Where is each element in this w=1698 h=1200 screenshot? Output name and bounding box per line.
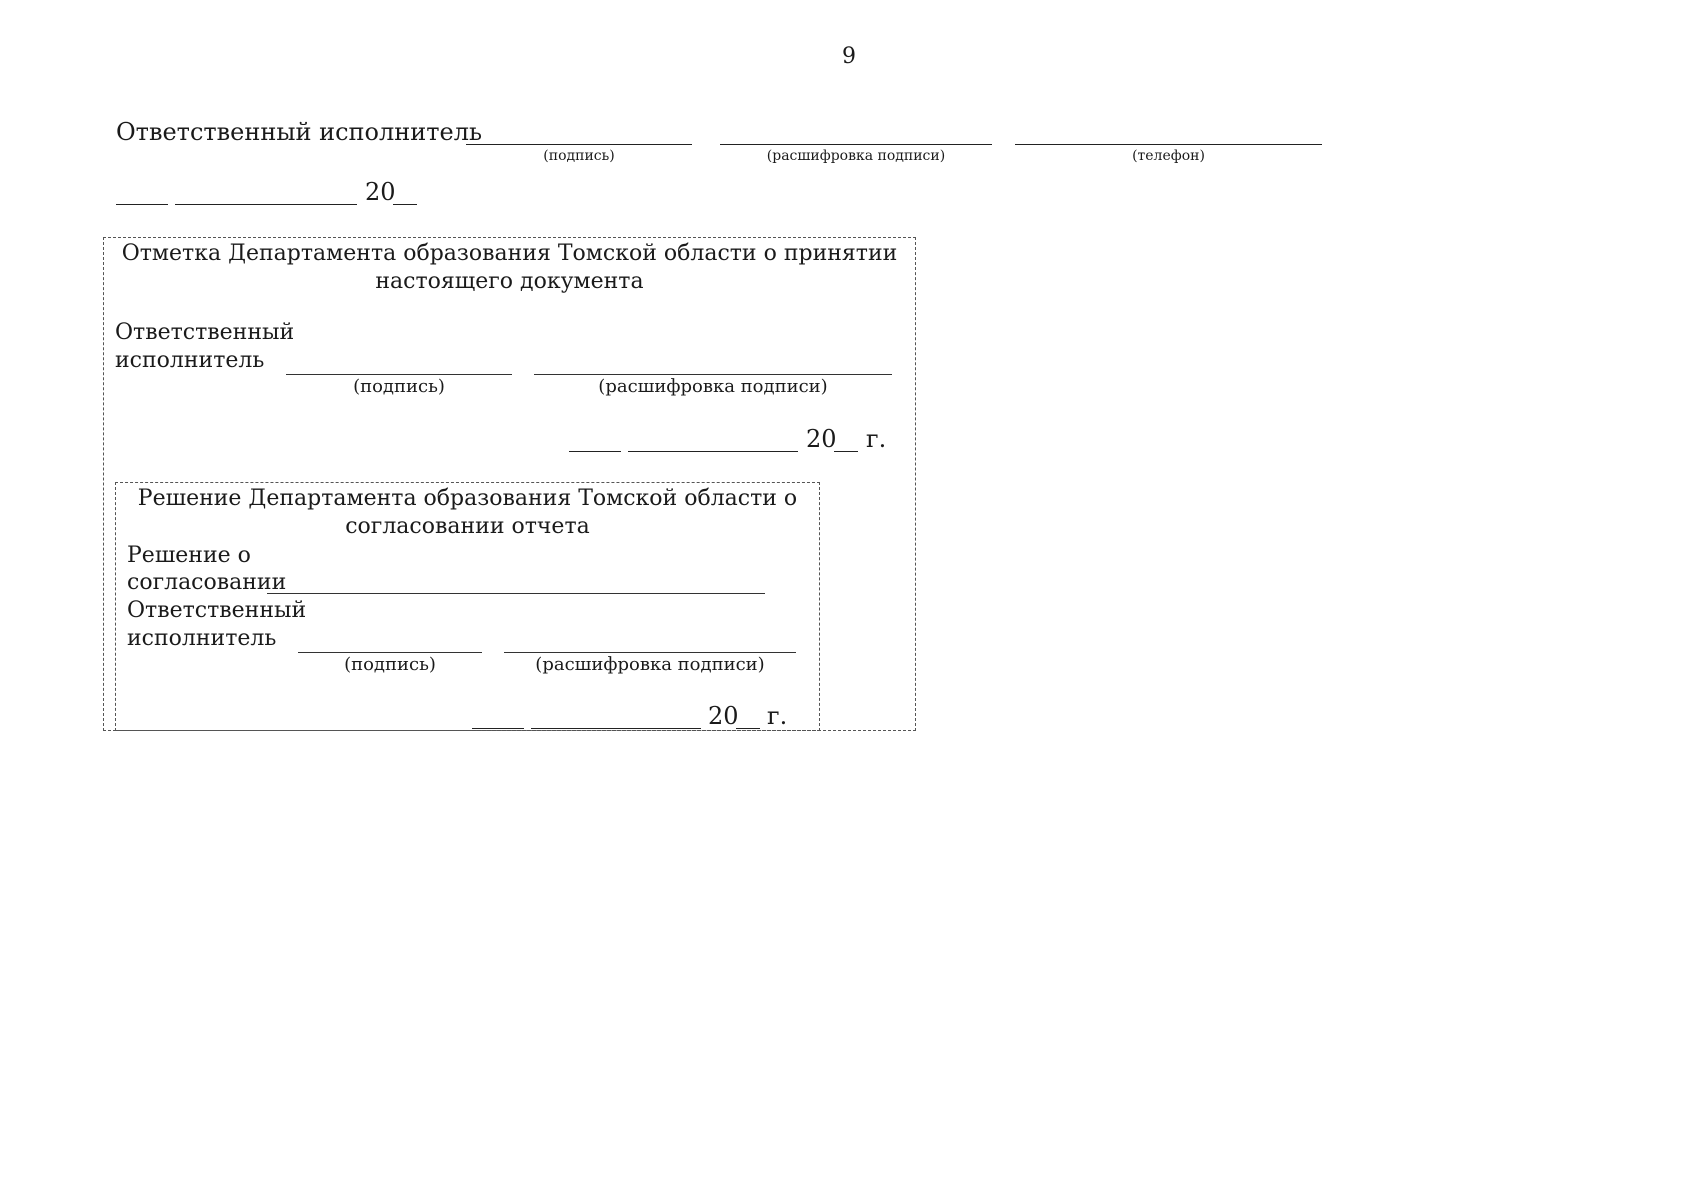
phone-line[interactable] — [1015, 144, 1322, 145]
date-year-line[interactable] — [393, 204, 417, 205]
decision-title-line2: согласовании отчета — [345, 514, 590, 539]
decision-date-year: 20 — [708, 702, 739, 730]
acceptance-title-line1: Отметка Департамента образования Томской области о принятии — [121, 241, 898, 266]
date-day-line[interactable] — [116, 204, 168, 205]
signature-line[interactable] — [466, 144, 692, 145]
acceptance-signature-caption: (подпись) — [353, 376, 445, 397]
decoding-caption: (расшифровка подписи) — [766, 148, 946, 164]
acceptance-date-year: 20 — [806, 425, 837, 453]
decision-decoding-line[interactable] — [504, 652, 796, 653]
acceptance-date-suffix: г. — [866, 425, 887, 453]
decision-signature-caption: (подпись) — [344, 654, 436, 675]
acceptance-decoding-line[interactable] — [534, 374, 892, 375]
decision-label-line1: Решение о — [127, 543, 251, 568]
decision-executor-line2: исполнитель — [127, 626, 277, 651]
acceptance-date-year-line[interactable] — [834, 451, 858, 452]
decision-date-suffix: г. — [767, 702, 788, 730]
decision-title-line1: Решение Департамента образования Томской области о — [137, 486, 798, 511]
decision-executor-line1: Ответственный — [127, 598, 307, 623]
date-month-line[interactable] — [175, 204, 357, 205]
decoding-line[interactable] — [720, 144, 992, 145]
decision-label-line2: согласовании — [127, 570, 287, 595]
decision-value-line[interactable] — [267, 593, 765, 594]
page-number: 9 — [842, 44, 856, 69]
acceptance-executor-line2: исполнитель — [115, 348, 265, 373]
acceptance-date-month-line[interactable] — [628, 451, 798, 452]
decision-signature-line[interactable] — [298, 652, 482, 653]
decision-date-month-line[interactable] — [531, 728, 701, 729]
decision-date-day-line[interactable] — [472, 728, 524, 729]
decision-decoding-caption: (расшифровка подписи) — [535, 654, 765, 675]
acceptance-decoding-caption: (расшифровка подписи) — [598, 376, 828, 397]
acceptance-executor-line1: Ответственный — [115, 320, 295, 345]
acceptance-title-line2: настоящего документа — [375, 269, 644, 294]
phone-caption: (телефон) — [1132, 148, 1205, 164]
date-year-prefix: 20 — [365, 178, 396, 206]
acceptance-signature-line[interactable] — [286, 374, 512, 375]
executor-label: Ответственный исполнитель — [116, 118, 483, 146]
acceptance-date-day-line[interactable] — [569, 451, 621, 452]
decision-date-year-line[interactable] — [736, 728, 760, 729]
signature-caption: (подпись) — [543, 148, 615, 164]
